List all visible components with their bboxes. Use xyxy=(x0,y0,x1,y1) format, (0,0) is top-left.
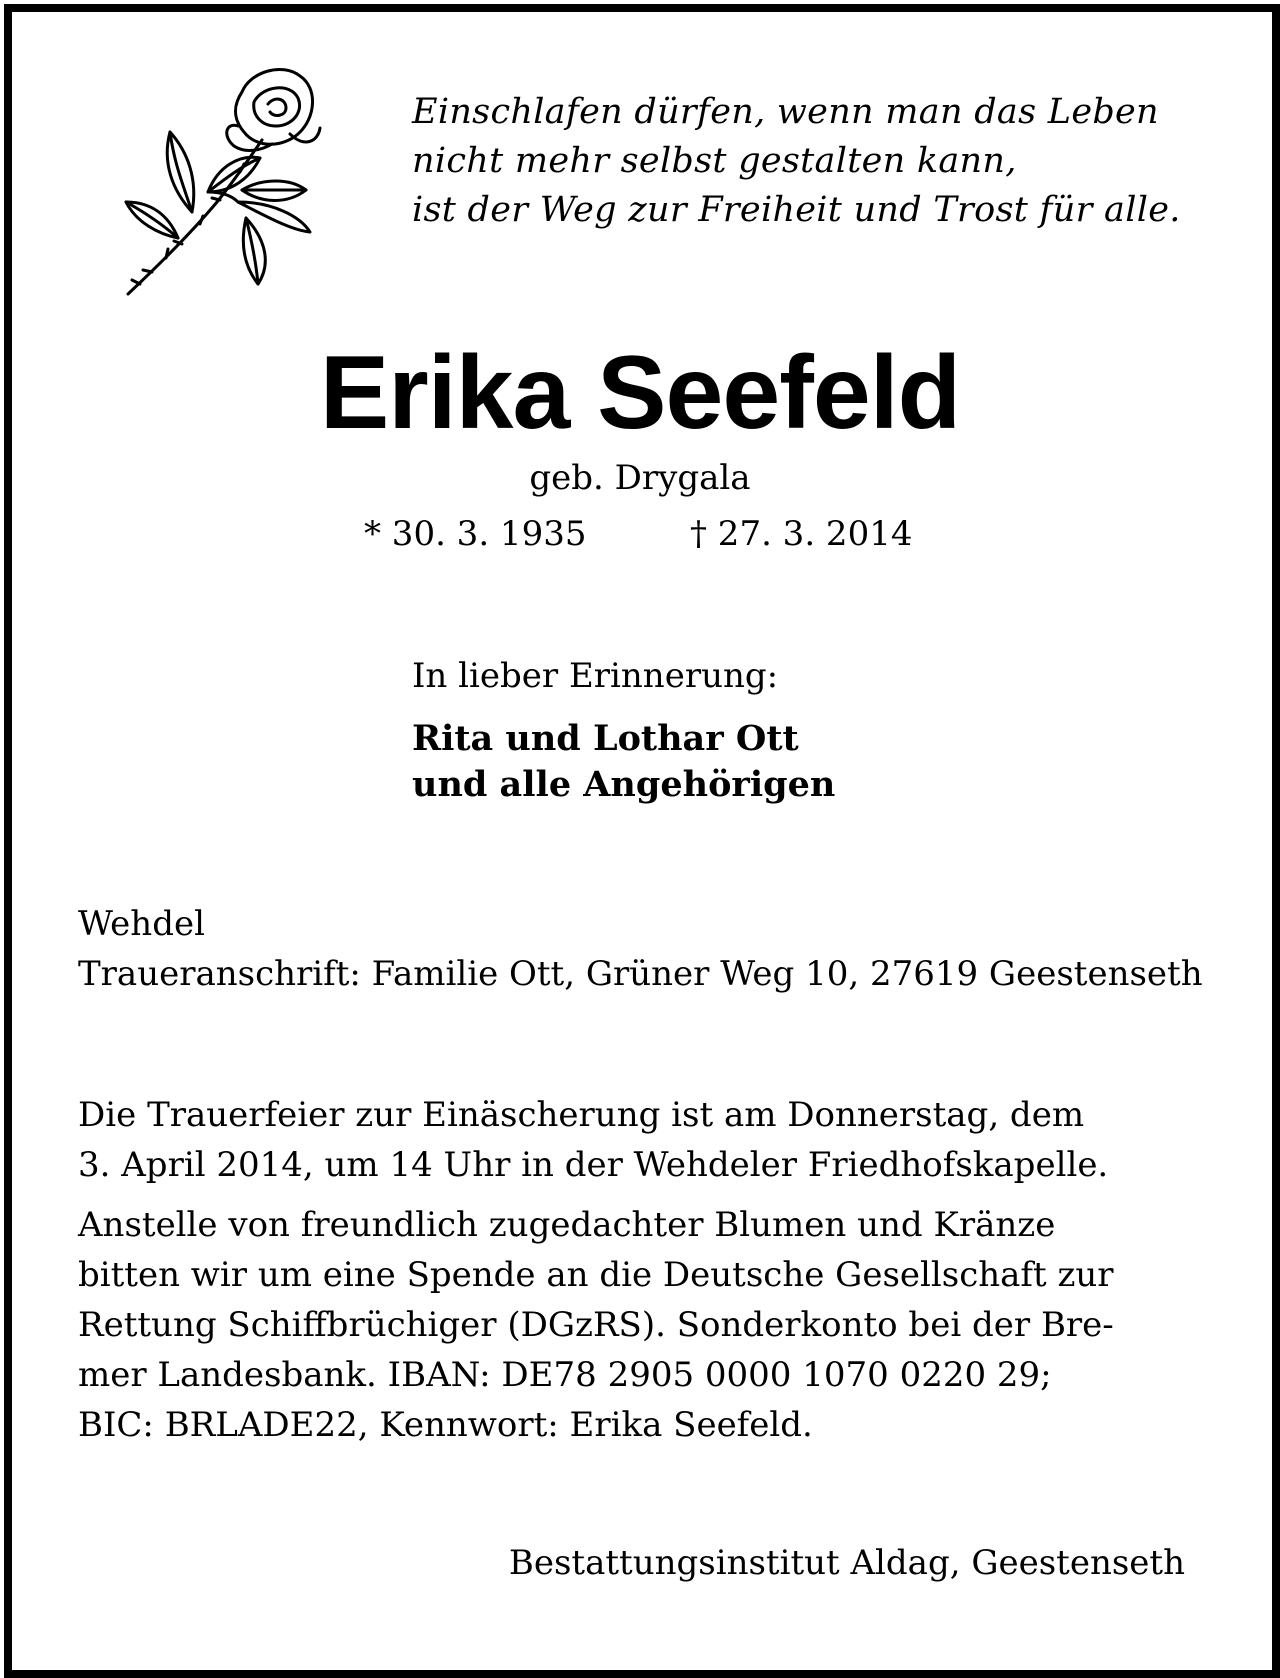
paragraph-line: Rettung Schiffbrüchiger (DGzRS). Sonderkonto bei der Bre- xyxy=(78,1305,1114,1345)
paragraph-line: Die Trauerfeier zur Einäscherung ist am Donnerstag, dem xyxy=(78,1095,1085,1135)
rose-icon xyxy=(122,62,338,302)
funeral-home: Bestattungsinstitut Aldag, Geestenseth xyxy=(508,1543,1185,1583)
quote-line: Einschlafen dürfen, wenn man das Leben xyxy=(412,92,1159,132)
paragraph-line: BIC: BRLADE22, Kennwort: Erika Seefeld. xyxy=(78,1405,813,1445)
place-name: Wehdel xyxy=(78,904,205,944)
funeral-service-paragraph xyxy=(78,1090,1202,1190)
quote-line: ist der Weg zur Freiheit und Trost für alle. xyxy=(412,190,1181,230)
epitaph-quote xyxy=(412,88,1181,235)
paragraph-line: bitten wir um eine Spende an die Deutsche Gesellschaft zur xyxy=(78,1255,1114,1295)
quote-line: nicht mehr selbst gestalten kann, xyxy=(412,141,1017,181)
paragraph-line: Anstelle von freundlich zugedachter Blumen und Kränze xyxy=(78,1205,1056,1245)
mourner-line: Rita und Lothar Ott xyxy=(412,718,799,759)
mourning-address: Traueranschrift: Familie Ott, Grüner Weg 10, 27619 Geestenseth xyxy=(78,954,1203,994)
mourners xyxy=(412,716,835,808)
deceased-name: Erika Seefeld xyxy=(319,335,961,451)
paragraph-line: 3. April 2014, um 14 Uhr in der Wehdeler Friedhofskapelle. xyxy=(78,1145,1109,1185)
death-date: † 27. 3. 2014 xyxy=(690,514,913,554)
mourner-line: und alle Angehörigen xyxy=(412,764,836,805)
memory-label: In lieber Erinnerung: xyxy=(412,656,779,696)
birth-date: * 30. 3. 1935 xyxy=(364,514,587,554)
paragraph-line: mer Landesbank. IBAN: DE78 2905 0000 1070 0220 29; xyxy=(78,1355,1052,1395)
birth-name: geb. Drygala xyxy=(529,458,751,498)
donation-paragraph xyxy=(78,1200,1202,1450)
